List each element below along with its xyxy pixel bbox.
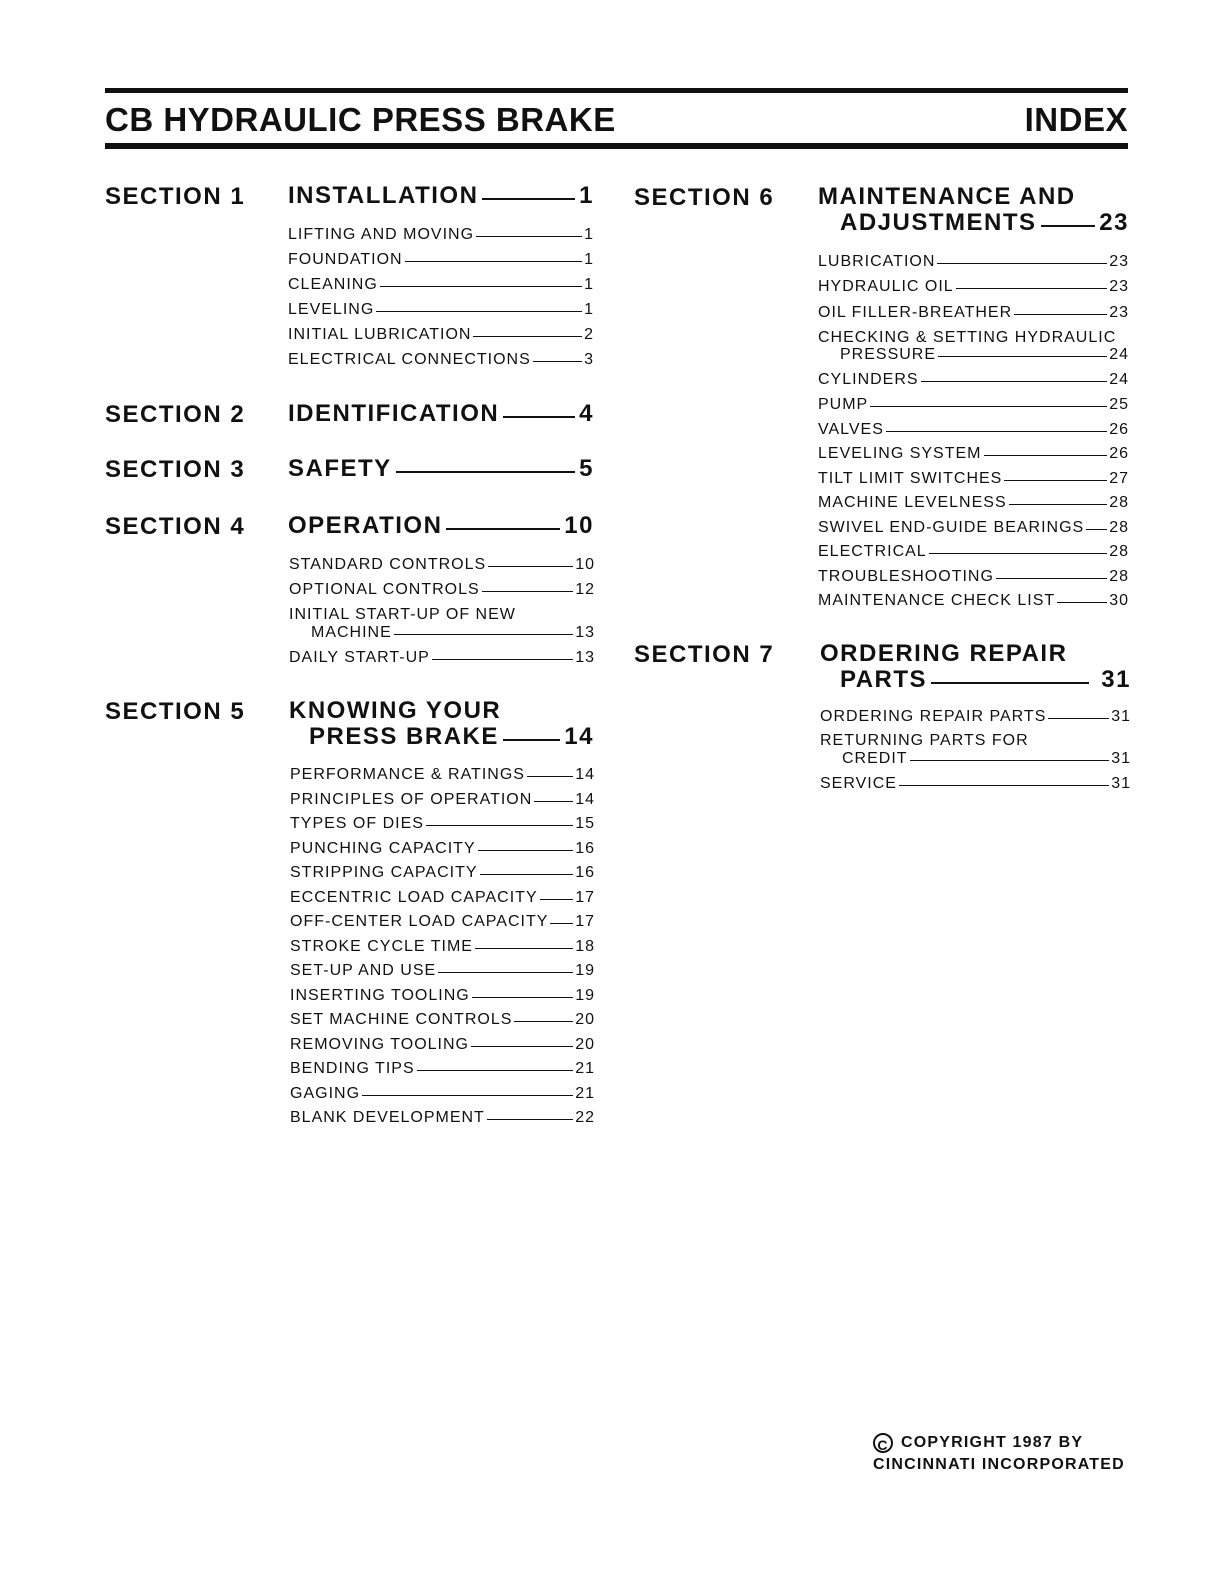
list-item [818,278,1129,304]
section-1-label: SECTION 1 [105,183,246,210]
list-item [290,1085,595,1110]
list-item [818,421,1129,446]
item-page: 28 [1109,518,1129,536]
item-label: PUMP [818,396,869,413]
leader-line [503,416,575,418]
item-page: 1 [584,226,594,243]
item-label: INSERTING TOOLING [290,986,470,1004]
item-label: OIL FILLER-BREATHER [818,304,1013,321]
leader-line [471,1046,573,1047]
leader-line [1014,314,1107,315]
section-7-label: SECTION 7 [634,641,775,668]
section-page: 1 [579,182,594,209]
item-page: 1 [584,251,594,268]
section-page: 14 [564,723,594,750]
list-item [290,962,595,987]
item-label: CLEANING [288,276,378,293]
leader-line [487,1119,573,1120]
item-page: 20 [575,1011,595,1028]
item-label: LEVELING SYSTEM [818,445,982,462]
list-item [289,581,595,606]
section-page: 23 [1099,209,1129,236]
section-title: SAFETY [288,455,392,482]
leader-line [984,455,1108,456]
section-title-line2: ADJUSTMENTS [840,209,1037,236]
list-item [818,470,1129,495]
item-label: REMOVING TOOLING [290,1035,469,1053]
item-page: 17 [575,913,595,930]
list-item-continued [820,750,1131,775]
item-page: 17 [575,888,595,906]
section-4-heading [288,513,594,539]
leader-line [550,923,573,924]
item-label: OPTIONAL CONTROLS [289,581,480,598]
copyright-line-1 [873,1432,1125,1454]
item-page: 30 [1109,592,1129,609]
item-label: BLANK DEVELOPMENT [290,1109,485,1126]
item-page: 28 [1109,543,1129,560]
list-item [290,766,595,791]
item-page: 15 [575,815,595,832]
list-item [290,938,595,963]
document-title: CB HYDRAULIC PRESS BRAKE [105,101,616,138]
item-page: 25 [1109,396,1129,413]
leader-line [886,431,1107,432]
list-item [820,708,1131,732]
leader-line [478,850,574,851]
list-item [818,543,1129,568]
item-label: CYLINDERS [818,371,919,388]
section-page: 4 [579,400,594,427]
list-item-continued [818,346,1129,371]
item-label: DAILY START-UP [289,649,430,666]
item-page: 10 [575,556,595,573]
item-page: 1 [584,276,594,293]
item-page: 31 [1111,775,1131,792]
copyright-text: COPYRIGHT 1987 BY [901,1434,1084,1451]
leader-line [937,263,1107,264]
section-2-heading [288,401,594,427]
item-page: 26 [1109,420,1129,438]
item-label: LEVELING [288,301,375,318]
item-page: 13 [575,624,595,641]
section-page: 31 [1101,666,1131,693]
item-page: 23 [1109,304,1129,321]
item-label: LIFTING AND MOVING [288,226,475,243]
item-page: 24 [1109,371,1129,388]
item-label: INITIAL START-UP OF NEW [289,606,516,623]
list-item [290,1011,595,1036]
item-label: SET MACHINE CONTROLS [290,1011,513,1028]
item-page: 14 [575,790,595,808]
list-item [290,913,595,938]
item-label: PRINCIPLES OF OPERATION [290,790,533,808]
item-label: PERFORMANCE & RATINGS [290,766,525,783]
item-page: 3 [584,351,594,368]
leader-line [938,356,1107,357]
item-page: 20 [575,1035,595,1053]
item-label: OFF-CENTER LOAD CAPACITY [290,913,549,930]
item-label: SERVICE [820,775,897,792]
list-item [289,649,595,674]
leader-line [473,336,582,337]
section-title: OPERATION [288,512,443,539]
leader-line [910,760,1110,761]
list-item [290,1060,595,1085]
list-item [290,815,595,840]
item-label: STRIPPING CAPACITY [290,864,478,881]
section-5-heading [289,698,594,750]
copyright-line-2: CINCINNATI INCORPORATED [873,1456,1125,1473]
item-page: 13 [575,649,595,666]
item-page: 21 [575,1084,595,1102]
section-title-line2: PRESS BRAKE [309,723,499,750]
section-1-items [288,226,594,376]
item-label: MACHINE [311,624,392,641]
section-6-heading [818,184,1129,236]
list-item [290,889,595,914]
section-6-label: SECTION 6 [634,184,775,211]
item-page: 23 [1109,253,1129,270]
item-label: PRESSURE [840,346,937,363]
list-item [288,226,594,251]
leader-line [405,261,583,262]
section-page: 5 [579,455,594,482]
leader-line [394,634,573,635]
section-7-heading [820,641,1131,693]
list-item [818,494,1129,519]
item-label: ECCENTRIC LOAD CAPACITY [290,888,538,906]
item-label: CREDIT [842,750,908,767]
item-page: 16 [575,839,595,857]
item-page: 21 [575,1060,595,1077]
leader-line [1057,602,1107,603]
item-page: 31 [1111,750,1131,767]
leader-line [480,874,574,875]
item-page: 26 [1109,445,1129,462]
list-item [818,519,1129,544]
section-1-heading [288,183,594,209]
list-item [290,1036,595,1061]
leader-line [475,948,573,949]
leader-line [438,972,573,973]
section-title: ORDERING REPAIR [820,640,1068,667]
leader-line [1048,718,1109,719]
item-label: SET-UP AND USE [290,962,437,979]
leader-line [482,591,574,592]
leader-line [503,739,560,741]
list-item [820,775,1131,800]
list-item [818,396,1129,421]
item-label: ELECTRICAL CONNECTIONS [288,351,531,368]
section-page: 10 [564,512,594,539]
section-3-label: SECTION 3 [105,456,246,483]
section-4-label: SECTION 4 [105,513,246,540]
top-rule [105,88,1128,93]
leader-line [396,471,575,473]
list-item-continued [289,624,595,649]
item-page: 24 [1109,346,1129,363]
item-label: LUBRICATION [818,253,936,270]
item-label: STANDARD CONTROLS [289,556,487,573]
item-page: 18 [575,937,595,955]
item-label: MAINTENANCE CHECK LIST [818,592,1056,609]
leader-line [1086,529,1107,530]
item-label: CHECKING & SETTING HYDRAULIC [818,329,1117,346]
section-7-items [820,708,1131,800]
leader-line [996,578,1107,579]
leader-line [540,899,574,900]
item-label: FOUNDATION [288,251,403,268]
item-label: SWIVEL END-GUIDE BEARINGS [818,518,1085,536]
leader-line [929,553,1108,554]
item-label: TROUBLESHOOTING [818,567,994,585]
item-page: 16 [575,864,595,881]
list-item [290,864,595,889]
list-item [288,351,594,376]
list-item [818,568,1129,593]
leader-line [432,659,573,660]
leader-line [527,776,573,777]
leader-line [472,997,574,998]
item-label: INITIAL LUBRICATION [288,326,472,343]
section-title: MAINTENANCE AND [818,183,1076,210]
copyright-icon: C [873,1433,893,1453]
index-title: INDEX [1024,101,1128,138]
item-label: TILT LIMIT SWITCHES [818,469,1003,487]
item-label: GAGING [290,1084,361,1102]
leader-line [476,236,582,237]
item-page: 28 [1109,494,1129,511]
item-page: 2 [584,326,594,343]
leader-line [376,311,582,312]
list-item [818,304,1129,329]
item-page: 31 [1111,708,1131,725]
section-5-items [290,766,595,1134]
section-5-label: SECTION 5 [105,698,246,725]
list-item [289,606,595,624]
leader-line [921,381,1108,382]
item-page: 22 [575,1109,595,1126]
leader-line [956,288,1108,289]
list-item [288,301,594,326]
leader-line [533,361,582,362]
item-label: MACHINE LEVELNESS [818,494,1007,511]
copyright-notice [873,1432,1125,1476]
list-item [290,840,595,865]
leader-line [514,1021,573,1022]
section-title: INSTALLATION [288,182,479,209]
item-label: VALVES [818,420,884,438]
leader-line [1004,480,1107,481]
leader-line [534,801,573,802]
item-page: 27 [1109,469,1129,487]
list-item [290,791,595,816]
list-item [290,987,595,1012]
item-label: HYDRAULIC OIL [818,278,954,295]
leader-line [362,1095,573,1096]
bottom-rule [105,143,1128,149]
item-page: 23 [1109,278,1129,295]
item-label: ELECTRICAL [818,543,927,560]
list-item [818,371,1129,396]
section-title: KNOWING YOUR [289,697,502,724]
section-title: IDENTIFICATION [288,400,500,427]
leader-line [380,286,582,287]
leader-line [426,825,573,826]
item-page: 19 [575,962,595,979]
leader-line [1009,504,1108,505]
list-item [818,592,1129,617]
list-item [818,329,1129,346]
section-2-label: SECTION 2 [105,401,246,428]
item-page: 28 [1109,567,1129,585]
list-item [820,732,1131,750]
leader-line [870,406,1107,407]
item-label: STROKE CYCLE TIME [290,937,473,955]
leader-line [417,1070,574,1071]
leader-line [488,566,573,567]
section-4-items [289,556,595,674]
list-item [288,251,594,276]
item-label: RETURNING PARTS FOR [820,732,1029,749]
item-label: PUNCHING CAPACITY [290,839,476,857]
section-title-line2: PARTS [840,666,928,693]
list-item [288,326,594,351]
leader-line [1041,225,1096,227]
item-page: 19 [575,986,595,1004]
leader-line [931,682,1089,684]
list-item [818,445,1129,470]
leader-line [446,528,560,530]
item-page: 1 [584,301,594,318]
section-3-heading [288,456,594,482]
list-item [818,253,1129,278]
list-item [290,1109,595,1134]
list-item [288,276,594,301]
list-item [289,556,595,581]
leader-line [482,198,575,200]
item-page: 12 [575,581,595,598]
section-6-items [818,253,1129,617]
item-label: ORDERING REPAIR PARTS [820,708,1047,725]
item-label: BENDING TIPS [290,1060,415,1077]
leader-line [899,785,1109,786]
item-label: TYPES OF DIES [290,815,424,832]
item-page: 14 [575,766,595,783]
